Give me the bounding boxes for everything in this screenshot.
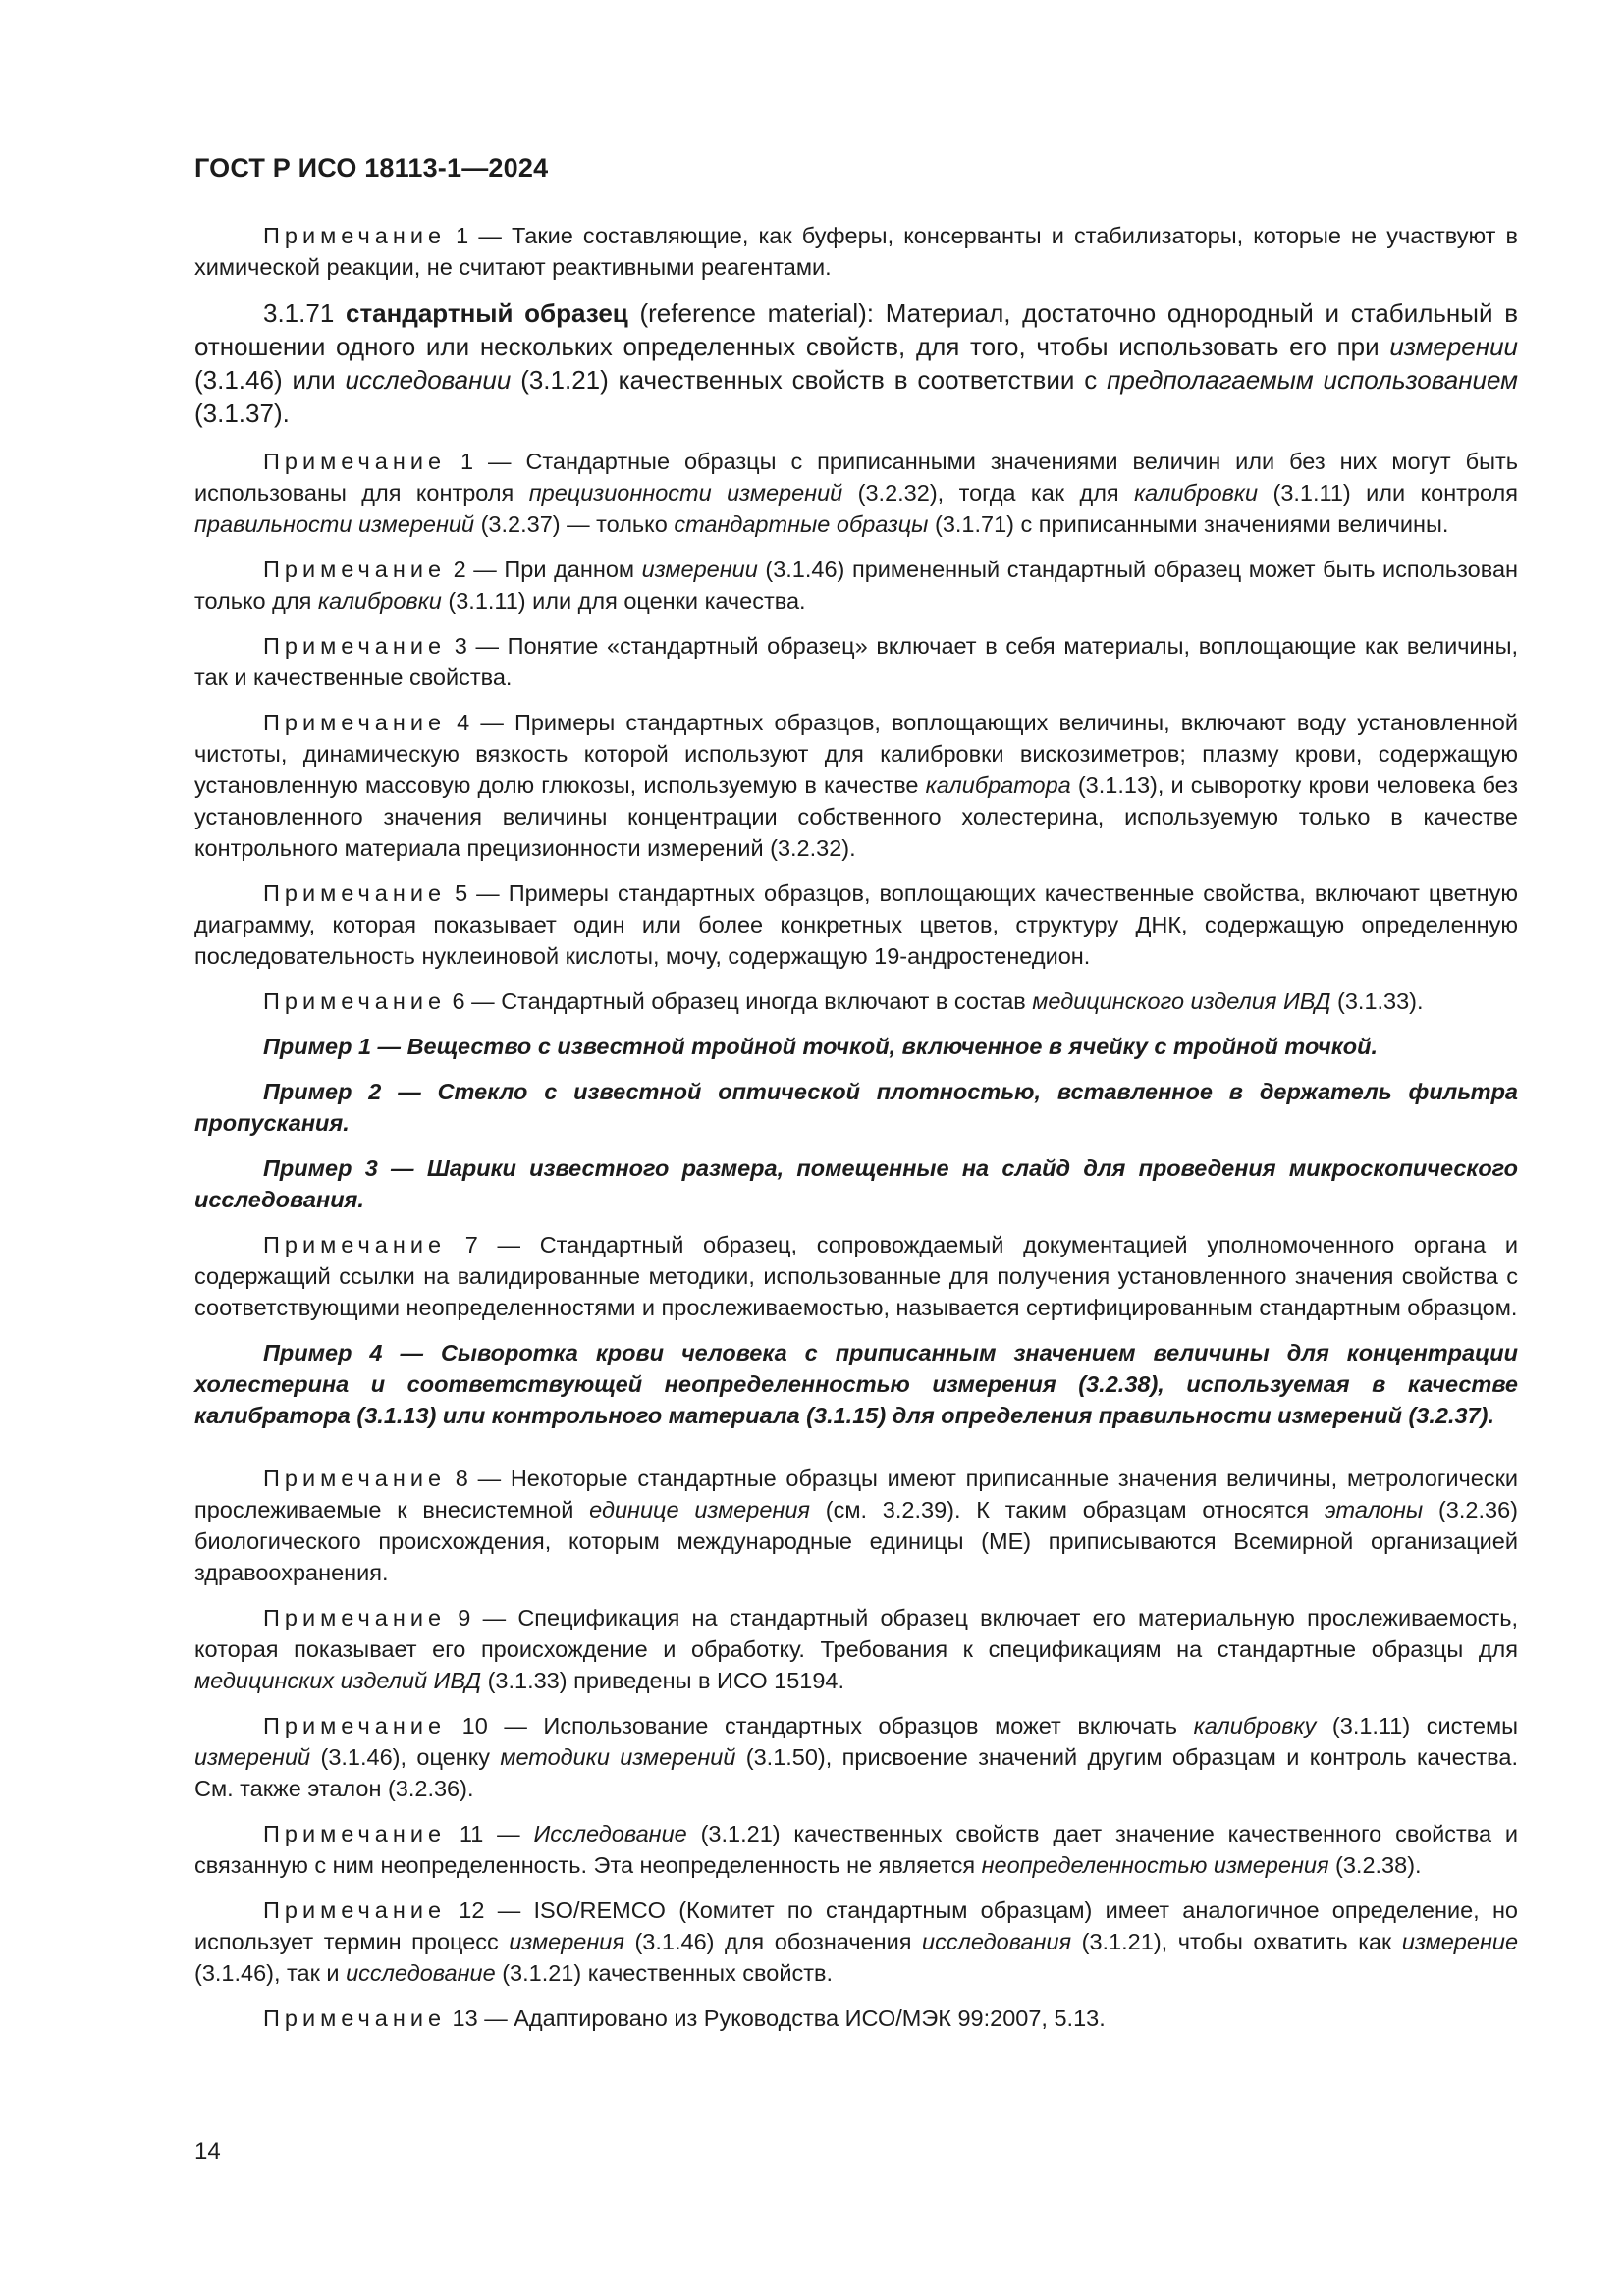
note-label: Примечание	[263, 633, 447, 659]
note-paragraph	[194, 1602, 1518, 1696]
text-run: Пример 4 — Сыворотка крови человека с приписанным значением величины для концентрации холестерина и соответствующей неопределенностью измерения (3.2.38), используемая в качестве калибратора (3.1.13) или контрольного материала (3.1.15) для определения правильности измерений (3.2.37).	[194, 1340, 1518, 1428]
text-run: 11 —	[446, 1821, 534, 1846]
term-definition	[194, 296, 1518, 430]
text-run: (3.1.11) или для оценки качества.	[441, 588, 806, 614]
note-paragraph	[194, 630, 1518, 693]
note-label: Примечание	[263, 1897, 447, 1923]
note-label: Примечание	[263, 1713, 447, 1738]
note-label: Примечание	[263, 710, 447, 735]
term-name: стандартный образец	[345, 298, 628, 328]
text-run: Пример 3 — Шарики известного размера, помещенные на слайд для проведения микроскопического исследования.	[194, 1155, 1518, 1212]
text-run: 1 — Такие составляющие, как буферы, консерванты и стабилизаторы, которые не участвуют в химической реакции, не считают реактивными реагентами.	[194, 223, 1518, 280]
text-run: (3.1.11) системы	[1316, 1713, 1519, 1738]
term-reference: исследовании	[345, 365, 512, 395]
text-run: (3.2.32), тогда как для	[842, 480, 1135, 506]
text-run: (reference material): Материал, достаточно однородный и стабильный в отношении одного или нескольких определенных свойств, для того, чтобы использовать его при	[194, 298, 1519, 361]
term-reference: методики измерений	[500, 1744, 736, 1770]
text-run: 4 — Примеры стандартных образцов, воплощающих величины, включают воду установленной чистоты, динамическую вязкость которой используют для калибровки вискозиметров; плазму крови, содержащую установленную массовую долю глюкозы, используемую в качестве	[194, 710, 1518, 798]
text-run: 3 — Понятие «стандартный образец» включает в себя материалы, воплощающие как величины, так и качественные свойства.	[194, 633, 1518, 690]
note-paragraph	[194, 446, 1518, 540]
text-run: 1 — Стандартные образцы с приписанными значениями величин или без них могут быть использованы для контроля	[194, 449, 1518, 506]
text-run: (3.2.36) биологического происхождения, которым международные единицы (МЕ) приписываются Всемирной организацией здравоохранения.	[194, 1497, 1518, 1585]
text-run: 10 — Использование стандартных образцов может включать	[446, 1713, 1194, 1738]
term-reference: измерении	[1389, 332, 1518, 361]
term-reference: стандартные образцы	[674, 511, 929, 537]
text-run: (3.1.37).	[194, 399, 290, 428]
text-run: (3.2.37) — только	[474, 511, 675, 537]
note-paragraph	[194, 1710, 1518, 1804]
text-run: Пример 1 — Вещество с известной тройной точкой, включенное в ячейку с тройной точкой.	[263, 1034, 1379, 1059]
note-paragraph	[194, 220, 1518, 283]
text-run: Пример 2 — Стекло с известной оптической плотностью, вставленное в держатель фильтра пропускания.	[194, 1079, 1518, 1136]
text-run: 9 — Спецификация на стандартный образец включает его материальную прослеживаемость, которая показывает его происхождение и обработку. Требования к спецификациям на стандартные образцы для	[194, 1605, 1518, 1662]
term-reference: предполагаемым использованием	[1107, 365, 1518, 395]
note-paragraph	[194, 1463, 1518, 1588]
term-reference: измерение	[1401, 1929, 1519, 1954]
text-run: (3.1.13), и сыворотку крови человека без установленного значения величины концентрации собственного холестерина, используемую только в качестве контрольного материала прецизионности измерений (3.2.32).	[194, 773, 1518, 861]
text-run: (3.1.71) с приписанными значениями величины.	[928, 511, 1449, 537]
example-paragraph	[194, 1076, 1518, 1139]
note-label: Примечание	[263, 557, 447, 582]
text-run: 2 — При данном	[446, 557, 642, 582]
text-run: (см. 3.2.39). К таким образцам относятся	[809, 1497, 1325, 1522]
text-run: 3.1.71	[263, 298, 346, 328]
term-reference: неопределенностью измерения	[981, 1852, 1329, 1878]
note-paragraph	[194, 1818, 1518, 1881]
text-run: (3.1.33) приведены в ИСО 15194.	[481, 1668, 845, 1693]
note-label: Примечание	[263, 988, 447, 1014]
text-run: (3.1.46) примененный стандартный образец может быть использован только для	[194, 557, 1519, 614]
text-run: 13 — Адаптировано из Руководства ИСО/МЭК 99:2007, 5.13.	[446, 2005, 1106, 2031]
term-reference: медицинских изделий ИВД	[194, 1668, 482, 1693]
example-paragraph	[194, 1031, 1518, 1062]
term-reference: калибровки	[1134, 480, 1259, 506]
text-run: (3.1.21), чтобы охватить как	[1071, 1929, 1402, 1954]
text-run: 5 — Примеры стандартных образцов, воплощающих качественные свойства, включают цветную диаграмму, которая показывает один или более конкретных цветов, структуру ДНК, содержащую определенную последовательность нуклеиновой кислоты, мочу, содержащую 19-андростенедион.	[194, 881, 1518, 969]
term-reference: исследования	[922, 1929, 1072, 1954]
term-reference: медицинского изделия ИВД	[1032, 988, 1331, 1014]
note-label: Примечание	[263, 223, 447, 248]
note-paragraph	[194, 986, 1518, 1017]
term-reference: Исследование	[533, 1821, 687, 1846]
text-run: 6 — Стандартный образец иногда включают в состав	[446, 988, 1033, 1014]
note-label: Примечание	[263, 1232, 447, 1257]
note-paragraph	[194, 707, 1518, 864]
term-reference: измерения	[509, 1929, 624, 1954]
term-reference: исследование	[346, 1960, 496, 1986]
term-reference: правильности измерений	[194, 511, 475, 537]
term-reference: единице измерения	[589, 1497, 810, 1522]
term-reference: калибровку	[1193, 1713, 1317, 1738]
term-reference: измерений	[194, 1744, 311, 1770]
note-label: Примечание	[263, 1605, 447, 1630]
text-run: (3.1.33).	[1330, 988, 1424, 1014]
text-run: (3.1.50), присвоение значений другим образцам и контроль качества. См. также эталон (3.2.36).	[194, 1744, 1518, 1801]
note-label: Примечание	[263, 1821, 447, 1846]
document-header: ГОСТ Р ИСО 18113-1—2024	[194, 153, 549, 183]
text-run: (3.1.11) или контроля	[1258, 480, 1518, 506]
document-body	[194, 220, 1518, 2048]
term-reference: эталоны	[1324, 1497, 1424, 1522]
note-label: Примечание	[263, 449, 447, 474]
example-paragraph	[194, 1152, 1518, 1215]
term-reference: калибровки	[317, 588, 442, 614]
term-reference: калибратора	[925, 773, 1071, 798]
note-paragraph	[194, 1229, 1518, 1323]
example-paragraph	[194, 1337, 1518, 1431]
note-paragraph	[194, 554, 1518, 616]
text-run: (3.1.46) для обозначения	[623, 1929, 923, 1954]
note-paragraph	[194, 878, 1518, 972]
text-run: (3.1.46), оценку	[310, 1744, 501, 1770]
note-label: Примечание	[263, 2005, 447, 2031]
text-run: 8 — Некоторые стандартные образцы имеют приписанные значения величины, метрологически прослеживаемые к внесистемной	[194, 1466, 1518, 1522]
text-run: (3.2.38).	[1328, 1852, 1422, 1878]
text-run: (3.1.21) качественных свойств в соответствии с	[511, 365, 1108, 395]
text-run: 12 — ISO/REMCO (Комитет по стандартным образцам) имеет аналогичное определение, но использует термин процесс	[194, 1897, 1518, 1954]
text-run: (3.1.46), так и	[194, 1960, 347, 1986]
page-number: 14	[194, 2138, 221, 2164]
note-paragraph	[194, 2002, 1518, 2034]
text-run: 7 — Стандартный образец, сопровождаемый документацией уполномоченного органа и содержащий ссылки на валидированные методики, использованные для получения установленного значения свойства с соответствующими неопределенностями и прослеживаемостью, называется сертифицированным стандартным образцом.	[194, 1232, 1518, 1320]
note-label: Примечание	[263, 881, 447, 906]
term-reference: измерении	[641, 557, 758, 582]
term-reference: прецизионности измерений	[528, 480, 843, 506]
note-label: Примечание	[263, 1466, 447, 1491]
text-run: (3.1.21) качественных свойств.	[495, 1960, 834, 1986]
note-paragraph	[194, 1895, 1518, 1989]
text-run: (3.1.46) или	[194, 365, 346, 395]
text-run: (3.1.21) качественных свойств дает значение качественного свойства и связанную с ним неопределенность. Эта неопределенность не является	[194, 1821, 1518, 1878]
